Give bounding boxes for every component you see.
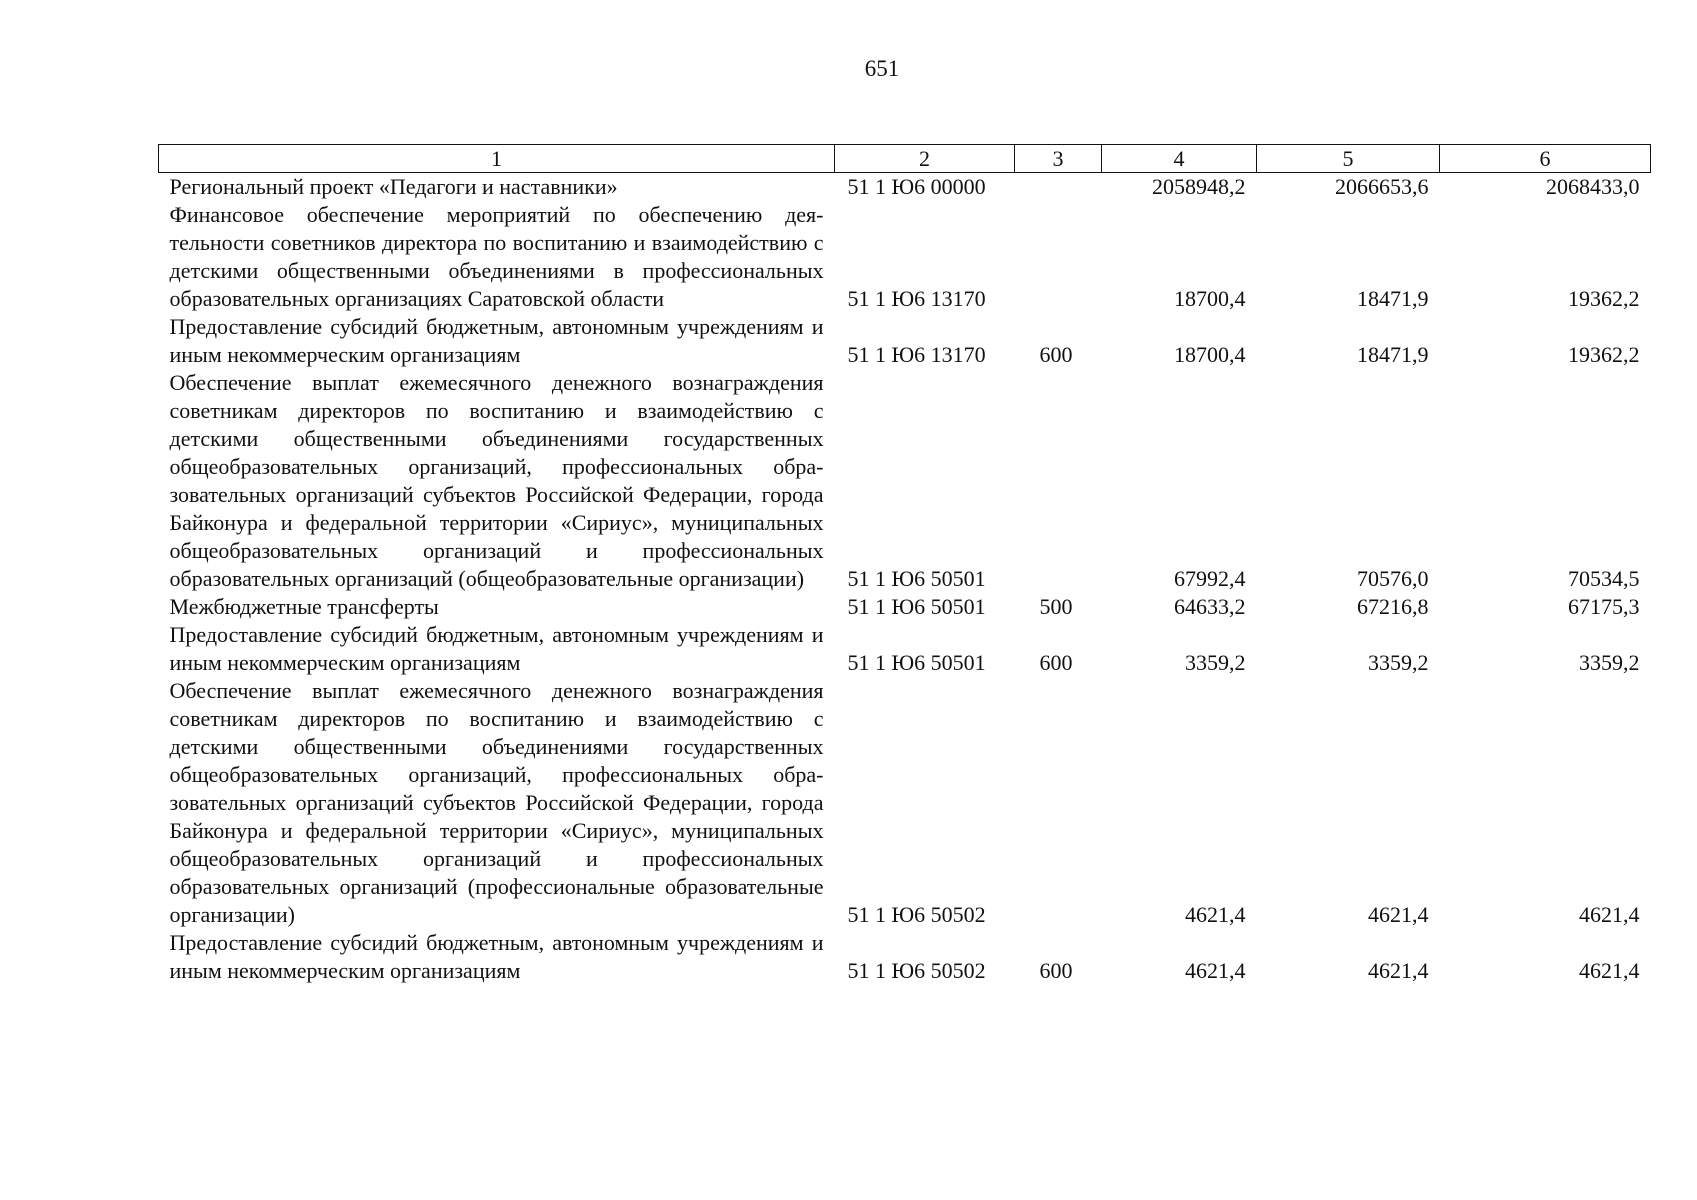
header-col-2: 2 xyxy=(835,145,1015,173)
row-type xyxy=(1015,369,1102,593)
header-col-4: 4 xyxy=(1102,145,1257,173)
row-value-4: 4621,4 xyxy=(1185,958,1246,983)
row-name: Финансовое обеспечение мероприятий по обеспечению деятельности советников директора по воспитанию и взаимодействию с детскими общественными объединениями в профессиональных образовательных организациях Саратовской области xyxy=(169,202,824,311)
row-value-5: 18471,9 xyxy=(1357,286,1429,311)
table-row xyxy=(159,313,1651,369)
row-code: 51 1 Ю6 50501 xyxy=(847,566,986,591)
row-code: 51 1 Ю6 13170 xyxy=(847,342,986,367)
table-header xyxy=(159,145,1651,173)
row-type: 600 xyxy=(1039,650,1073,675)
row-type: 600 xyxy=(1039,342,1073,367)
row-name: Обеспечение выплат ежемесячного денежного вознаграждения советникам директоров по воспитанию и взаимодействию с детскими общественными объединениями государственных общеобразовательных организаций, профессиональных образовательных организаций субъектов Российской Федерации, города Байконура и федеральной территории «Сириус», муниципальных общеобразовательных организаций и профессиональных образовательных организаций (общеобразовательные организации) xyxy=(169,370,824,591)
row-value-6: 3359,2 xyxy=(1579,650,1640,675)
row-type xyxy=(1015,677,1102,929)
row-type: 500 xyxy=(1039,594,1073,619)
budget-table xyxy=(158,144,1651,985)
row-name: Межбюджетные трансферты xyxy=(169,594,439,619)
row-value-4: 3359,2 xyxy=(1185,650,1246,675)
row-value-5: 67216,8 xyxy=(1357,594,1429,619)
row-code: 51 1 Ю6 50501 xyxy=(847,650,986,675)
table-row xyxy=(159,677,1651,929)
row-value-4: 4621,4 xyxy=(1185,902,1246,927)
row-value-6: 4621,4 xyxy=(1579,958,1640,983)
row-value-5: 3359,2 xyxy=(1368,650,1429,675)
table-row xyxy=(159,621,1651,677)
row-value-6: 67175,3 xyxy=(1568,594,1640,619)
row-name: Предоставление субсидий бюджетным, автономным учреждениям и иным некоммерческим организациям xyxy=(169,622,824,675)
row-value-6: 70534,5 xyxy=(1568,566,1640,591)
row-value-6: 19362,2 xyxy=(1568,342,1640,367)
table-row xyxy=(159,929,1651,985)
row-value-4: 67992,4 xyxy=(1174,566,1246,591)
row-value-5: 4621,4 xyxy=(1368,902,1429,927)
row-name: Предоставление субсидий бюджетным, автономным учреждениям и иным некоммерческим организациям xyxy=(169,314,824,367)
row-value-6: 2068433,0 xyxy=(1546,174,1640,199)
table-row xyxy=(159,369,1651,593)
header-col-5: 5 xyxy=(1257,145,1440,173)
row-code: 51 1 Ю6 50501 xyxy=(847,594,986,619)
table-body xyxy=(159,173,1651,986)
row-value-6: 19362,2 xyxy=(1568,286,1640,311)
row-code: 51 1 Ю6 00000 xyxy=(847,174,986,199)
row-value-6: 4621,4 xyxy=(1579,902,1640,927)
row-value-4: 18700,4 xyxy=(1174,342,1246,367)
table-row xyxy=(159,201,1651,313)
row-value-5: 18471,9 xyxy=(1357,342,1429,367)
row-code: 51 1 Ю6 50502 xyxy=(847,902,986,927)
header-col-1: 1 xyxy=(159,145,835,173)
row-code: 51 1 Ю6 13170 xyxy=(847,286,986,311)
row-type xyxy=(1015,173,1102,202)
row-name: Региональный проект «Педагоги и наставники» xyxy=(169,174,618,199)
row-type xyxy=(1015,201,1102,313)
row-code: 51 1 Ю6 50502 xyxy=(847,958,986,983)
row-value-5: 70576,0 xyxy=(1357,566,1429,591)
row-name: Предоставление субсидий бюджетным, автономным учреждениям и иным некоммерческим организациям xyxy=(169,930,824,983)
row-value-5: 2066653,6 xyxy=(1335,174,1429,199)
table-row xyxy=(159,593,1651,621)
header-row xyxy=(159,145,1651,173)
row-value-4: 18700,4 xyxy=(1174,286,1246,311)
page-number: 651 xyxy=(864,56,900,81)
row-name: Обеспечение выплат ежемесячного денежного вознаграждения советникам директоров по воспитанию и взаимодействию с детскими общественными объединениями государственных общеобразовательных организаций, профессиональных образовательных организаций субъектов Российской Федерации, города Байконура и федеральной территории «Сириус», муниципальных общеобразовательных организаций и профессиональных образовательных организаций (профессиональные образовательные организации) xyxy=(169,678,824,927)
row-value-4: 64633,2 xyxy=(1174,594,1246,619)
table-row xyxy=(159,173,1651,202)
row-value-5: 4621,4 xyxy=(1368,958,1429,983)
header-col-3: 3 xyxy=(1015,145,1102,173)
header-col-6: 6 xyxy=(1440,145,1651,173)
row-type: 600 xyxy=(1039,958,1073,983)
row-value-4: 2058948,2 xyxy=(1152,174,1246,199)
